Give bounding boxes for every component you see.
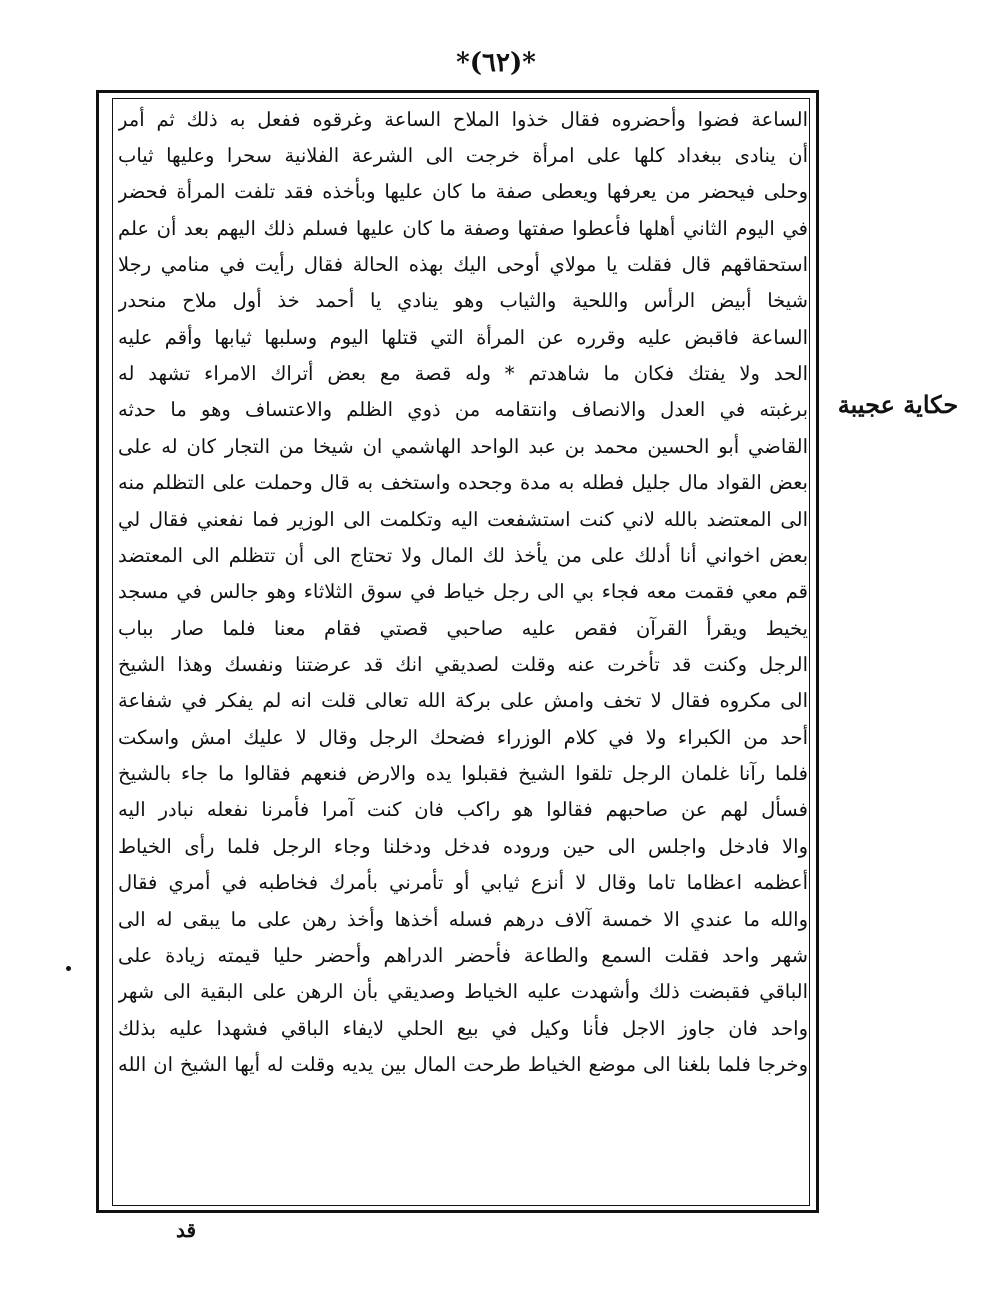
- text-line: شهر واحد فقلت السمع والطاعة فأحضر الدراهم وأحضر حليا قيمته زيادة على: [118, 944, 808, 967]
- text-body: [118, 102, 808, 1202]
- text-line: شيخا أبيض الرأس واللحية والثياب وهو ينادي يا أحمد خذ أول ملاح منحدر: [118, 289, 808, 312]
- text-line: وحلى فيحضر من يعرفها ويعطى صفة ما كان عليها وبأخذه فقد تلفت المرأة فحضر: [118, 180, 808, 203]
- text-line: استحقاقهم قال فقلت يا مولاي أوحى اليك بهذه الحالة فقال رأيت في منامي رجلا: [118, 253, 808, 276]
- text-line: قم معي فقمت معه فجاء بي الى رجل خياط في سوق الثلاثاء وهو جالس في مسجد: [118, 580, 808, 603]
- text-line: والا فادخل واجلس الى حين وروده فدخل ودخلنا وجاء الرجل فلما رأى الخياط: [118, 835, 808, 858]
- text-line: أعظمه اعظاما تاما وقال لا أنزع ثيابي أو تأمرني بأمرك فخاطبه في أمري فقال: [118, 871, 808, 894]
- text-line: أن ينادى ببغداد كلها على امرأة خرجت الى الشرعة الفلانية سحرا وعليها ثياب: [118, 144, 808, 167]
- text-line: في اليوم الثاني أهلها فأعطوا صفتها وصفة ما كان عليها فسلم ذلك اليهم بعد أن علم: [118, 217, 808, 240]
- text-line: فسأل لهم عن صاحبهم فقالوا هو راكب فان كنت آمرا فأمرنا نفعله نبادر اليه: [118, 798, 808, 821]
- text-line: الباقي فقبضت ذلك وأشهدت عليه الخياط وصديقي بأن الرهن على البقية الى شهر: [118, 980, 808, 1003]
- stray-ink-dot: [66, 966, 71, 971]
- text-line: الى مكروه فقال لا تخف وامش على بركة الله تعالى قلت انه لم يفكر في شفاعة: [118, 689, 808, 712]
- text-line: القاضي أبو الحسين محمد بن عبد الواحد الهاشمي ان شيخا من التجار كان له على: [118, 435, 808, 458]
- text-line: الرجل وكنت قد تأخرت عنه وقلت لصديقي انك قد عرضتنا ونفسك وهذا الشيخ: [118, 653, 808, 676]
- text-line: الساعة فاقبض عليه وقرره عن المرأة التي قتلها اليوم وسلبها ثيابها وأقم عليه: [118, 326, 808, 349]
- text-line: الى المعتضد بالله لاني كنت استشفعت اليه وتكلمت الى الوزير فما نفعني فقال لي: [118, 508, 808, 531]
- text-line: الحد ولا يفتك فكان ما شاهدتم * وله قصة مع بعض أتراك الامراء تشهد له: [118, 362, 808, 385]
- text-line: وخرجا فلما بلغنا الى موضع الخياط طرحت المال بين يديه وقلت له أيها الشيخ ان الله: [118, 1053, 808, 1076]
- text-line: بعض القواد مال جليل فطله به مدة وجحده واستخف به قال وحملت على التظلم منه: [118, 471, 808, 494]
- text-line: والله ما عندي الا خمسة آلاف درهم فسله أخذها وأخذ رهن على ما يبقى له الى: [118, 908, 808, 931]
- text-line: يخيط ويقرأ القرآن فقص عليه صاحبي قصتي فقام معنا فلما صار بباب: [118, 617, 808, 640]
- text-line: الساعة فضوا وأحضروه فقال خذوا الملاح الساعة وغرقوه ففعل به ذلك ثم أمر: [118, 108, 808, 131]
- text-line: واحد فان جاوز الاجل فأنا وكيل في بيع الحلي لايفاء الباقي فشهدا عليه بذلك: [118, 1017, 808, 1040]
- page-number: *(٦٢)*: [456, 48, 536, 78]
- text-line: برغبته في العدل والانصاف وانتقامه من ذوي الظلم والاعتساف وهو ما حدثه: [118, 398, 808, 421]
- text-line: بعض اخواني أنا أدلك على من يأخذ لك المال ولا تحتاج الى أن تتظلم الى المعتضد: [118, 544, 808, 567]
- catchword: قد: [176, 1218, 197, 1242]
- margin-note: حكاية عجيبة: [837, 390, 959, 419]
- text-line: أحد من الكبراء ولا في كلام الوزراء فضحك الرجل وقال لا عليك امش واسكت: [118, 726, 808, 749]
- text-line: فلما رآنا غلمان الرجل تلقوا الشيخ فقبلوا يده والارض فنعهم فقالوا ما جاء بالشيخ: [118, 762, 808, 785]
